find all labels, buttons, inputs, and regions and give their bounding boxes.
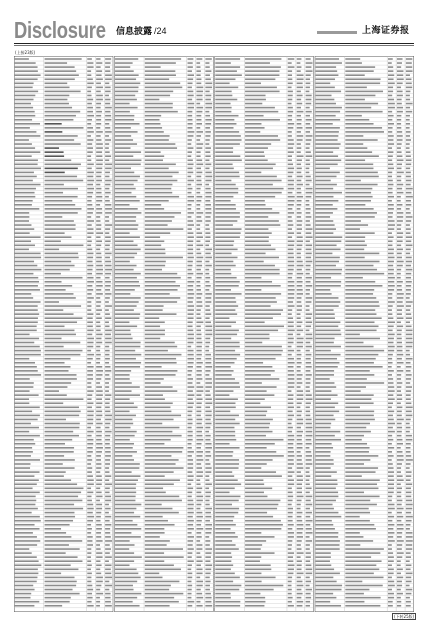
header-rule-thin: [14, 45, 414, 46]
fund-listing-table: [14, 56, 414, 612]
masthead-disclosure: Disclosure: [14, 17, 106, 43]
issue-date: [317, 31, 357, 34]
table-column-4: [315, 56, 414, 612]
page-number: /24: [154, 26, 167, 36]
table-column-2: [114, 56, 213, 612]
header-rule: [14, 43, 414, 44]
table-column-1: [14, 56, 113, 612]
continued-from-label: (上接23版): [15, 50, 36, 55]
section-name: 信息披露: [116, 27, 153, 37]
newspaper-logo: 上海证券报: [362, 26, 410, 36]
table-column-3: [215, 56, 314, 612]
continued-to-label: (下转25版): [394, 614, 415, 619]
section-title: [116, 26, 167, 38]
